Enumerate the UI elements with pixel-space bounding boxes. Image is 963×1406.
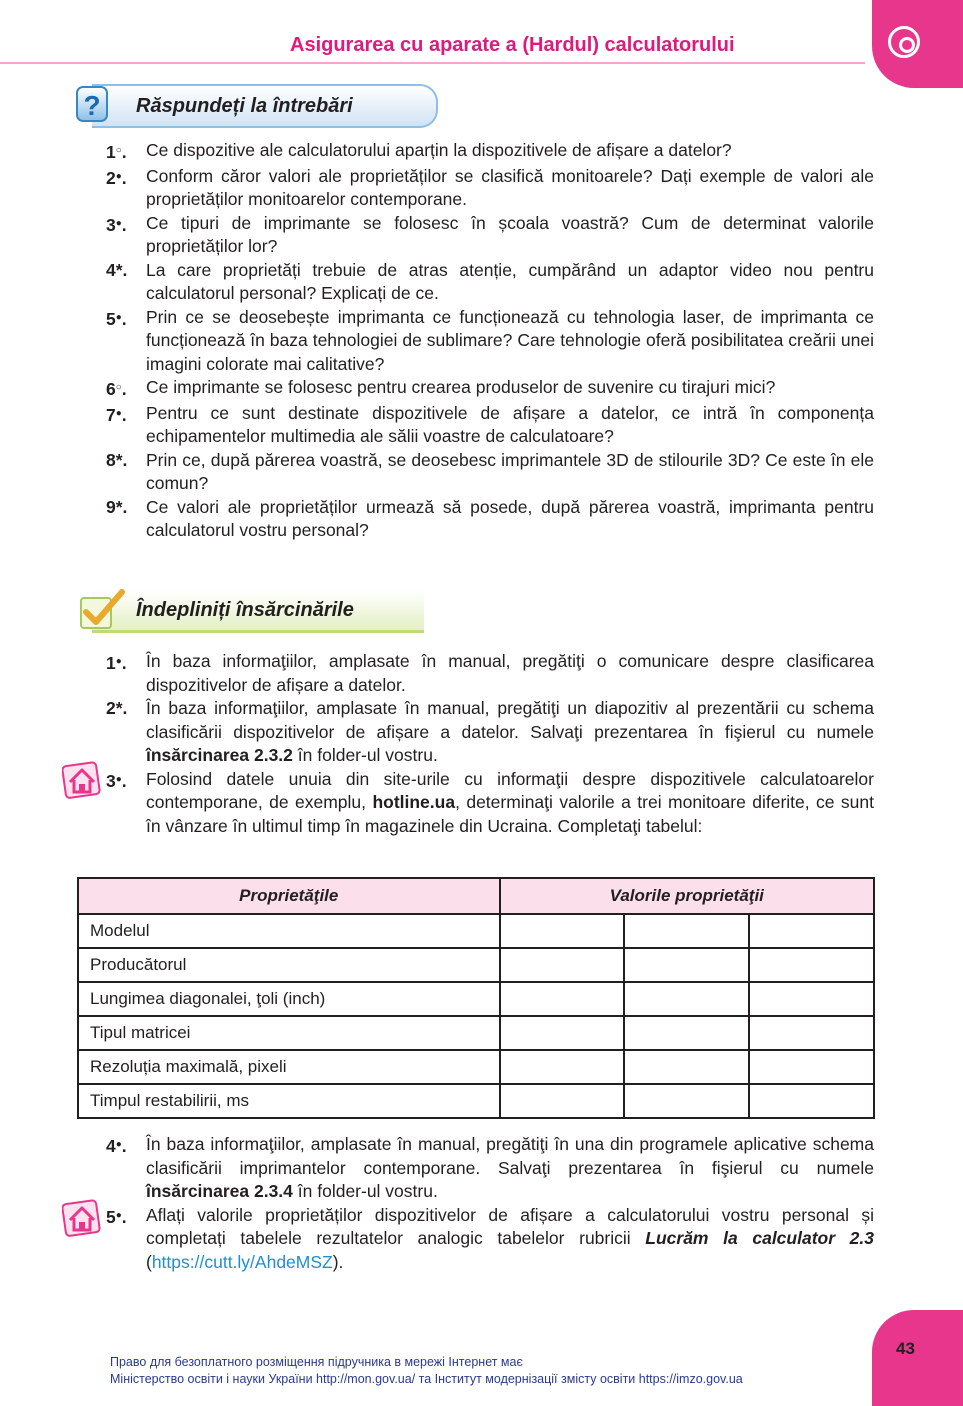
empty-cell <box>624 1084 749 1118</box>
question-item: 2●. Conform căror valori ale proprietăților se clasifică monitoarele? Dați exemple de valori ale proprietăților monitoarelor contemporane. <box>106 165 874 209</box>
table-cell: Producătorul <box>78 948 500 982</box>
empty-cell <box>749 982 874 1016</box>
table-cell: Lungimea diagonalei, ţoli (inch) <box>78 982 500 1016</box>
empty-cell <box>749 1016 874 1050</box>
tasks-list-bottom <box>106 1133 874 1274</box>
chapter-title: Asigurarea cu aparate a (Hardul) calculatorului <box>290 34 735 56</box>
empty-cell <box>624 914 749 948</box>
question-item: 7●. Pentru ce sunt destinate dispozitivele de afișare a datelor, ce intră în componența echipamentelor multimedia ale sălii voastre de calculatoare? <box>106 402 874 446</box>
page-number: 43 <box>896 1339 915 1358</box>
question-item: 9*. Ce valori ale proprietăților urmează să posede, după părerea voastră, imprimanta pentru calculatorul vostru personal? <box>106 496 874 540</box>
question-item: 5●. Prin ce se deosebește imprimanta ce funcționează cu tehnologia laser, de imprimanta ce funcționează în baza tehnologiei de sublimare? Care tehnologie oferă posibilitatea creării unei imagini colorate mai calitative? <box>106 306 874 374</box>
page-tab <box>872 1310 963 1406</box>
footer-notice-line1: Право для безоплатного розміщення підручника в мережі Інтернет має <box>110 1355 523 1369</box>
footer-notice-line2: Міністерство освіти і науки України http://mon.gov.ua/ та Інститут модернізації змісту освіти https://imzo.gov.ua <box>110 1372 743 1386</box>
task-item: 3●. Folosind datele unuia din site-urile cu informaţii despre dispozitivele calculatoarelor contemporane, de exemplu, hotline.ua, determinaţi valorile a trei monitoare diferite, ce sunt în vânzare în ultimul timp în magazinele din Ucraina. Completaţi tabelul: <box>106 768 874 836</box>
home-icon <box>62 1198 102 1238</box>
tasks-heading: Îndepliniți însărcinările <box>136 599 354 621</box>
empty-cell <box>749 948 874 982</box>
empty-cell <box>500 982 625 1016</box>
table-row <box>78 1084 874 1118</box>
home-icon <box>62 760 102 800</box>
table-cell: Rezoluția maximală, pixeli <box>78 1050 500 1084</box>
questions-heading: Răspundeți la întrebări <box>136 95 353 117</box>
questions-banner <box>92 84 438 128</box>
task-item: 2*. În baza informaţiilor, amplasate în manual, pregătiţi un diapozitiv al prezentării cu schema clasificării dispozitivelor de afișare a datelor. Salvaţi prezentarea în fişierul cu numele însărcinarea 2.3.2 în folder-ul vostru. <box>106 698 874 765</box>
table-cell: Timpul restabilirii, ms <box>78 1084 500 1118</box>
cutt-ly-link[interactable]: https://cutt.ly/AhdeMSZ <box>151 1251 333 1272</box>
table-row <box>78 914 874 948</box>
empty-cell <box>624 1050 749 1084</box>
task-item: 4●. În baza informaţiilor, amplasate în manual, pregătiţi în una din programele aplicative schema clasificării imprimantelor contemporane. Salvaţi prezentarea în fişierul cu numele însărcinarea 2.3.4 în folder-ul vostru. <box>106 1134 874 1201</box>
table-row <box>78 1016 874 1050</box>
empty-cell <box>749 1050 874 1084</box>
empty-cell <box>749 914 874 948</box>
question-item: 3●. Ce tipuri de imprimante se folosesc în școala voastră? Cum de determinat valorile proprietăților lor? <box>106 212 874 256</box>
question-item: 1○. Ce dispozitive ale calculatorului aparțin la dispozitivele de afișare a datelor? <box>106 140 732 162</box>
empty-cell <box>749 1084 874 1118</box>
empty-cell <box>500 1050 625 1084</box>
empty-cell <box>500 1016 625 1050</box>
empty-cell <box>624 948 749 982</box>
questions-list <box>106 139 874 543</box>
empty-cell <box>624 982 749 1016</box>
question-item: 8*. Prin ce, după părerea voastră, se deosebesc imprimantele 3D de stilourile 3D? Ce este în ele comun? <box>106 449 874 493</box>
table-header: Valorile proprietăţii <box>500 878 874 914</box>
table-cell: Tipul matricei <box>78 1016 500 1050</box>
empty-cell <box>500 948 625 982</box>
empty-cell <box>624 1016 749 1050</box>
table-row <box>78 948 874 982</box>
empty-cell <box>500 1084 625 1118</box>
header-rule <box>0 62 865 64</box>
table-row <box>78 982 874 1016</box>
task-item: 1●. În baza informaţiilor, amplasate în manual, pregătiţi o comunicare despre clasificarea dispozitivelor de afișare a datelor. <box>106 651 874 695</box>
question-item: 4*. La care proprietăți trebuie de atras atenție, cumpărând un adaptor video nou pentru calculatorul personal? Explicați de ce. <box>106 259 874 303</box>
question-mark-icon: ? <box>76 86 108 122</box>
properties-table <box>77 877 875 1119</box>
tasks-banner <box>92 590 424 633</box>
empty-cell <box>500 914 625 948</box>
task-item: 5●. Aflați valorile proprietăților dispozitivelor de afișare a calculatorului vostru personal și completați tabelele rezultatelor analogic tabelelor rubricii Lucrăm la calculator 2.3 (https://cutt.ly/AhdeMSZ). <box>106 1204 874 1272</box>
table-header: Proprietăţile <box>78 878 500 914</box>
checkmark-icon <box>78 588 126 632</box>
question-item: 6○. Ce imprimante se folosesc pentru crearea produselor de suvenire cu tirajuri mici? <box>106 377 776 399</box>
tasks-list-top <box>106 650 874 838</box>
table-cell: Modelul <box>78 914 500 948</box>
table-row <box>78 1050 874 1084</box>
disc-icon <box>888 26 920 58</box>
